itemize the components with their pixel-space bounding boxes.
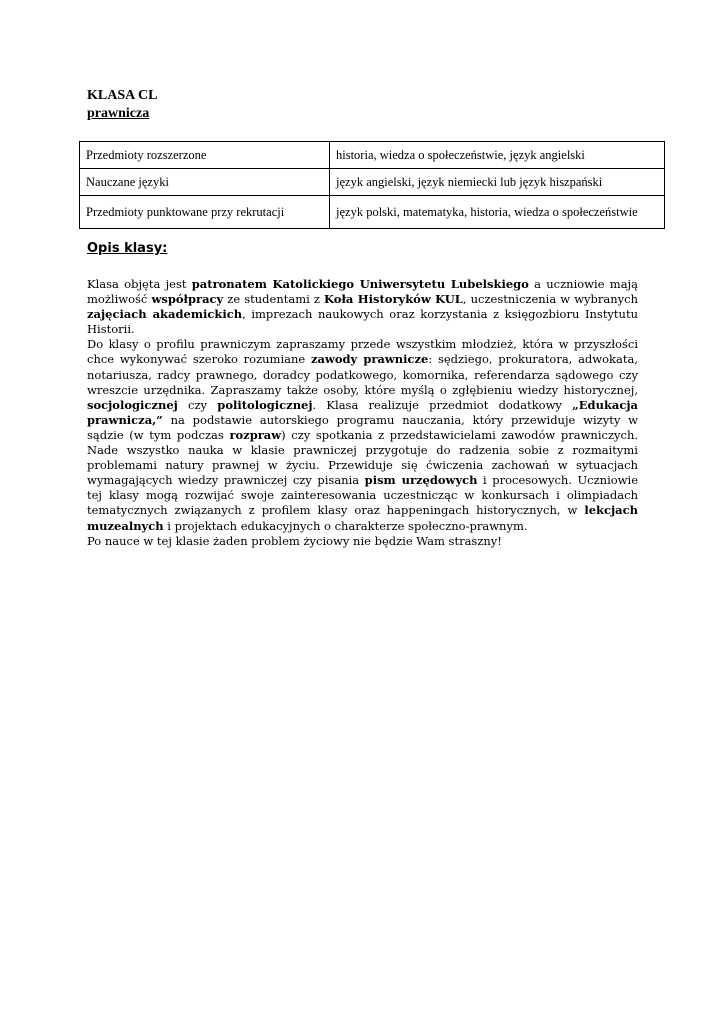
emphasized-text: współpracy xyxy=(151,292,224,307)
emphasized-text: socjologicznej xyxy=(87,397,178,412)
paragraph-text: ) czy spotkania z przedstawicielami zawodów prawniczych. Nade wszystko nauka w klasie prawniczej przygotuje do radzenia sobie z rozmaitymi problemami natury prawnej w życiu. Przewiduje się ćwiczenia zachowań w sytuacjach wymagających wiedzy prawniczej czy pisania xyxy=(87,427,639,488)
table-cell-label: Przedmioty punktowane przy rekrutacji xyxy=(80,196,330,229)
paragraph-text: i procesowych. Uczniowie tej klasy mogą rozwijać swoje zainteresowania uczestnicząc w konkursach i olimpiadach tematycznych związanych z profilem klasy oraz happeningach historycznych, w xyxy=(87,473,638,518)
paragraph-text: na podstawie autorskiego programu nauczania, który przewiduje wizyty w sądzie (w tym podczas xyxy=(87,412,638,442)
class-info-table xyxy=(79,141,665,229)
table-cell-value: historia, wiedza o społeczeństwie, język angielski xyxy=(330,142,665,169)
class-name: KLASA CL xyxy=(87,88,158,103)
table-cell-value: język polski, matematyka, historia, wiedza o społeczeństwie xyxy=(330,196,665,229)
class-profile: prawnicza xyxy=(87,106,150,121)
description-body xyxy=(87,277,638,549)
table-cell-label: Nauczane języki xyxy=(80,169,330,196)
paragraph-text: i projektach edukacyjnych o charakterze społeczno-prawnym. xyxy=(163,518,528,533)
description-closing: Po nauce w tej klasie żaden problem życiowy nie będzie Wam straszny! xyxy=(87,533,502,548)
paragraph-text: . Klasa realizuje przedmiot dodatkowy xyxy=(312,397,573,412)
paragraph-text: , uczestniczenia w wybranych xyxy=(462,292,639,307)
table-row xyxy=(80,196,665,229)
description-paragraph xyxy=(87,277,638,337)
paragraph-text: ze studentami z xyxy=(223,292,325,307)
emphasized-text: rozpraw xyxy=(229,427,282,442)
paragraph-text: Do klasy o profilu prawniczym zapraszamy przede wszystkim młodzież, która w przyszłości chce wykonywać szeroko rozumiane xyxy=(87,337,638,367)
paragraph-text: Klasa objęta jest xyxy=(87,277,192,291)
description-paragraph xyxy=(87,337,638,533)
table-cell-value: język angielski, język niemiecki lub język hiszpański xyxy=(330,169,665,196)
emphasized-text: politologicznej xyxy=(217,397,313,412)
paragraph-text: a uczniowie mają możliwość xyxy=(87,277,638,307)
emphasized-text: zajęciach akademickich xyxy=(87,307,243,322)
paragraph-text: , imprezach naukowych oraz korzystania z księgozbioru Instytutu Historii. xyxy=(87,307,638,337)
emphasized-text: pism urzędowych xyxy=(364,473,478,488)
table-cell-label: Przedmioty rozszerzone xyxy=(80,142,330,169)
emphasized-text: „Edukacja prawnicza,” xyxy=(87,397,638,427)
description-heading: Opis klasy: xyxy=(87,241,168,256)
emphasized-text: Koła Historyków KUL xyxy=(324,292,463,307)
table-row xyxy=(80,169,665,196)
emphasized-text: patronatem Katolickiego Uniwersytetu Lubelskiego xyxy=(191,277,529,291)
paragraph-text: czy xyxy=(177,397,218,412)
paragraph-text: : sędziego, prokuratora, adwokata, notariusza, radcy prawnego, doradcy podatkowego, komornika, referendarza sądowego czy wreszcie urzędnika. Zapraszamy także osoby, które myślą o zgłębieniu wiedzy historycznej, xyxy=(87,352,639,397)
emphasized-text: lekcjach muzealnych xyxy=(87,503,638,533)
table-row xyxy=(80,142,665,169)
emphasized-text: zawody prawnicze xyxy=(310,352,429,367)
